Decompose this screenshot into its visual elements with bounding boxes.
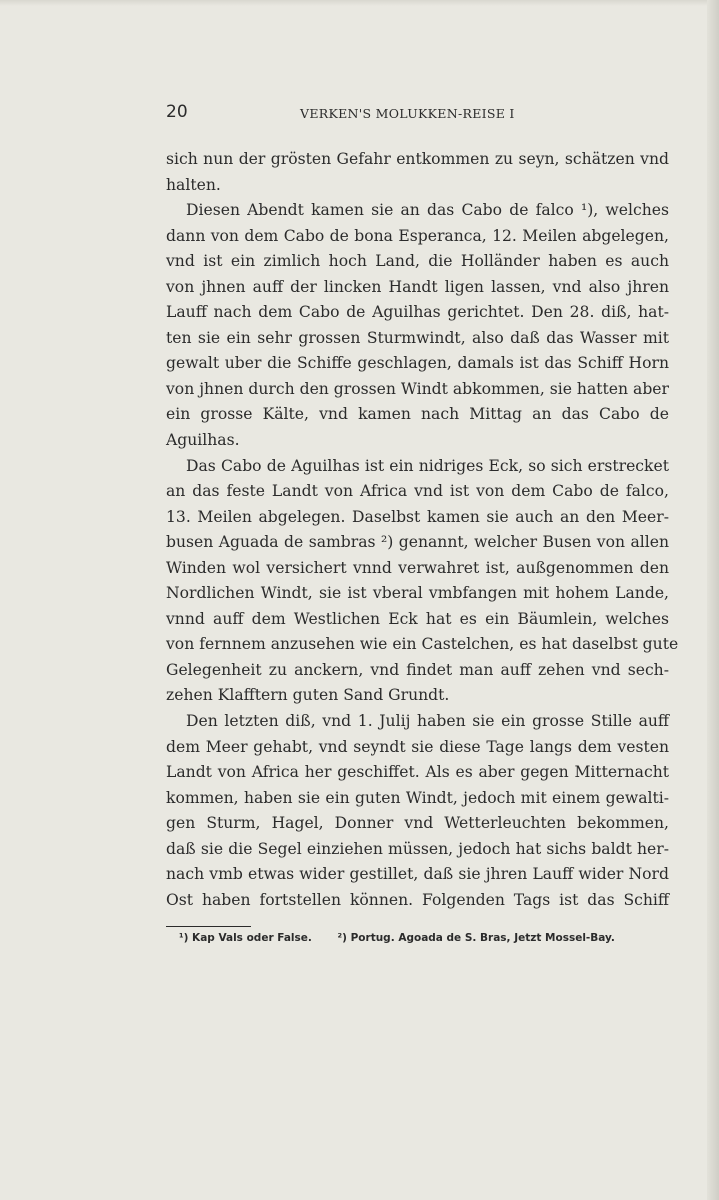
footnote-1: ¹) Kap Vals oder False. xyxy=(179,932,312,944)
text-line: ten sie ein sehr grossen Sturmwindt, also daß das Wasser mit xyxy=(166,328,669,347)
footnote-2: ²) Portug. Agoada de S. Bras, Jetzt Mossel-Bay. xyxy=(337,932,615,944)
text-line: nach vmb etwas wider gestillet, daß sie jhren Lauff wider Nord xyxy=(166,865,669,884)
text-line: von fernnem anzusehen wie ein Castelchen, es hat daselbst gute xyxy=(166,635,679,654)
text-line: Das Cabo de Aguilhas ist ein nidriges Eck, so sich erstrecket xyxy=(186,456,669,475)
text-line: Lauff nach dem Cabo de Aguilhas gerichtet. Den 28. diß, hat- xyxy=(166,303,669,322)
text-line: daß sie die Segel einziehen müssen, jedoch hat sichs baldt her- xyxy=(166,839,669,858)
text-line: sich nun der grösten Gefahr entkommen zu seyn, schätzen vnd xyxy=(166,150,669,168)
text-line: busen Aguada de sambras ²) genannt, welcher Busen von allen xyxy=(166,533,669,552)
running-head xyxy=(166,100,669,126)
text-line: halten. xyxy=(166,175,221,194)
text-line: kommen, haben sie ein guten Windt, jedoch mit einem gewalti- xyxy=(166,788,669,807)
running-title: VERKEN'S MOLUKKEN-REISE I xyxy=(300,106,515,121)
text-line: von jhnen auff der lincken Handt ligen lassen, vnd also jhren xyxy=(166,277,669,296)
text-line: Winden wol versichert vnnd verwahret ist, außgenommen den xyxy=(166,558,669,577)
page-number: 20 xyxy=(166,102,188,122)
page-top-edge xyxy=(0,0,719,6)
footnote-rule xyxy=(166,926,251,927)
text-line: 13. Meilen abgelegen. Daselbst kamen sie auch an den Meer- xyxy=(166,507,669,526)
text-line: von jhnen durch den grossen Windt abkommen, sie hatten aber xyxy=(166,379,669,398)
text-line: gen Sturm, Hagel, Donner vnd Wetterleuchten bekommen, xyxy=(166,814,669,833)
text-line: Nordlichen Windt, sie ist vberal vmbfangen mit hohem Lande, xyxy=(166,584,669,603)
text-line: zehen Klafftern guten Sand Grundt. xyxy=(166,686,450,705)
text-line: ein grosse Kälte, vnd kamen nach Mittag an das Cabo de xyxy=(166,405,669,424)
footnotes xyxy=(179,932,669,944)
text-line: dem Meer gehabt, vnd seyndt sie diese Tage langs dem vesten xyxy=(166,737,669,756)
text-line: an das feste Landt von Africa vnd ist von dem Cabo de falco, xyxy=(166,482,669,501)
text-line: vnd ist ein zimlich hoch Land, die Holländer haben es auch xyxy=(166,252,669,271)
text-line: vnnd auff dem Westlichen Eck hat es ein Bäumlein, welches xyxy=(166,609,669,628)
text-line: Landt von Africa her geschiffet. Als es aber gegen Mitternacht xyxy=(166,763,669,782)
page-right-edge xyxy=(707,0,719,1200)
text-line: Aguilhas. xyxy=(166,431,240,450)
body-text xyxy=(166,147,679,913)
text-line: Gelegenheit zu anckern, vnd findet man auff zehen vnd sech- xyxy=(166,660,669,679)
text-line: Den letzten diß, vnd 1. Julij haben sie ein grosse Stille auff xyxy=(186,712,669,731)
text-line: Ost haben fortstellen können. Folgenden Tags ist das Schiff xyxy=(166,890,669,909)
text-line: gewalt uber die Schiffe geschlagen, damals ist das Schiff Horn xyxy=(166,354,669,373)
text-line: Diesen Abendt kamen sie an das Cabo de falco ¹), welches xyxy=(186,201,669,220)
text-line: dann von dem Cabo de bona Esperanca, 12. Meilen abgelegen, xyxy=(166,226,669,245)
